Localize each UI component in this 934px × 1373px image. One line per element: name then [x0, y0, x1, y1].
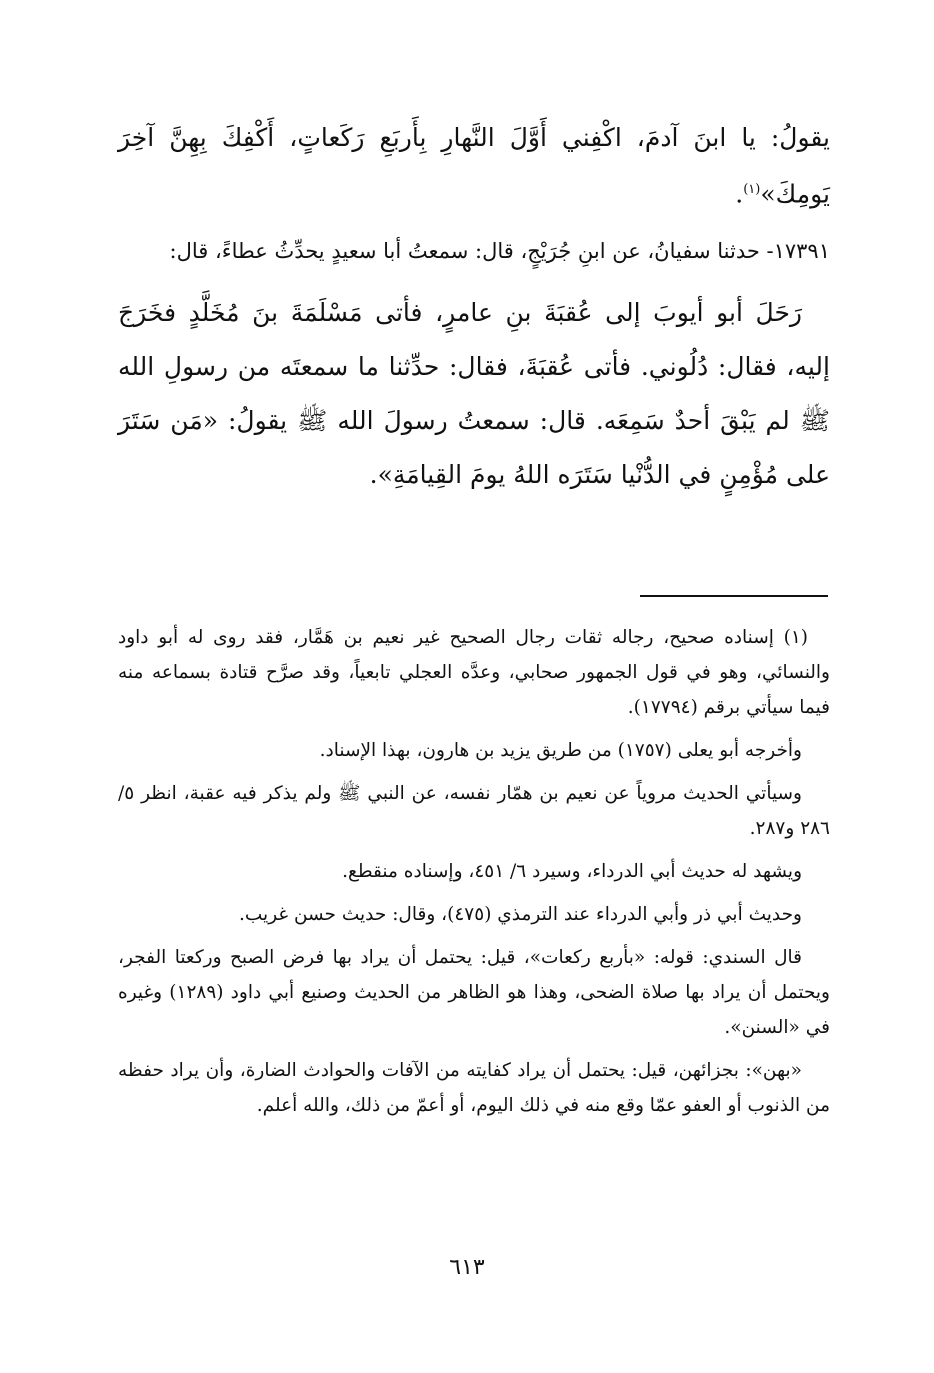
page-number: ٦١٣	[449, 1255, 485, 1280]
footnote-paragraph: وحديث أبي ذر وأبي الدرداء عند الترمذي (٤٧٥)، وقال: حديث حسن غريب.	[239, 904, 802, 925]
continuation-end: .	[735, 179, 744, 209]
main-text	[118, 112, 830, 502]
footnote-ref: (١)	[743, 182, 761, 197]
footnote-paragraph: وسيأتي الحديث مروياً عن نعيم بن همّار نفسه، عن النبي ﷺ ولم يذكر فيه عقبة، انظر ٥/ ٢٨٦ و٢٨٧.	[118, 783, 830, 839]
hadith-continuation	[118, 112, 830, 220]
footnote-paragraph: ويشهد له حديث أبي الدرداء، وسيرد ٦/ ٤٥١، وإسناده منقطع.	[342, 861, 802, 882]
footnote-separator	[640, 595, 828, 597]
footnote-paragraph: وأخرجه أبو يعلى (١٧٥٧) من طريق يزيد بن هارون، بهذا الإسناد.	[319, 740, 802, 761]
continuation-text: يقولُ: يا ابنَ آدمَ، اكْفِني أَوَّلَ النَّهارِ بِأَربَعِ رَكَعاتٍ، أَكْفِكَ بِهِنَّ آخِرَ يَومِكَ»	[118, 123, 830, 209]
hadith-isnad: ١٧٣٩١- حدثنا سفيانُ، عن ابنِ جُرَيْجٍ، قال: سمعتُ أبا سعيدٍ يحدِّثُ عطاءً، قال:	[169, 239, 830, 264]
hadith-matn: رَحَلَ أبو أيوبَ إلى عُقبَةَ بنِ عامرٍ، فأتى مَسْلَمَةَ بنَ مُخَلَّدٍ فخَرَجَ إليه، فقال: دُلُوني. فأتى عُقبَةَ، فقال: حدِّثنا ما سمعتَه من رسولِ الله ﷺ لم يَبْقَ أحدٌ سَمِعَه. قال: سمعتُ رسولَ الله ﷺ يقولُ: «مَن سَتَرَ على مُؤْمِنٍ في الدُّنْيا سَتَرَه اللهُ يومَ القِيامَةِ».	[118, 298, 830, 490]
footnote-1: (١) إسناده صحيح، رجاله ثقات رجال الصحيح غير نعيم بن هَمَّار، فقد روى له أبو داود والنسائي، وهو في قول الجمهور صحابي، وعدَّه العجلي تابعياً، وقد صرَّح قتادة بسماعه منه فيما سيأتي برقم (١٧٧٩٤).	[118, 627, 830, 718]
footnotes	[118, 620, 830, 1131]
footnote-paragraph: قال السندي: قوله: «بأربع ركعات»، قيل: يحتمل أن يراد بها فرض الصبح وركعتا الفجر، ويحتمل أن يراد بها صلاة الضحى، وهذا هو الظاهر من الحديث وصنيع أبي داود (١٢٨٩) وغيره في «السنن».	[118, 947, 830, 1038]
footnote-paragraph: «بهن»: بجزائهن، قيل: يحتمل أن يراد كفايته من الآفات والحوادث الضارة، وأن يراد حفظه من الذنوب أو العفو عمّا وقع منه في ذلك اليوم، أو أعمّ من ذلك، والله أعلم.	[118, 1060, 830, 1116]
